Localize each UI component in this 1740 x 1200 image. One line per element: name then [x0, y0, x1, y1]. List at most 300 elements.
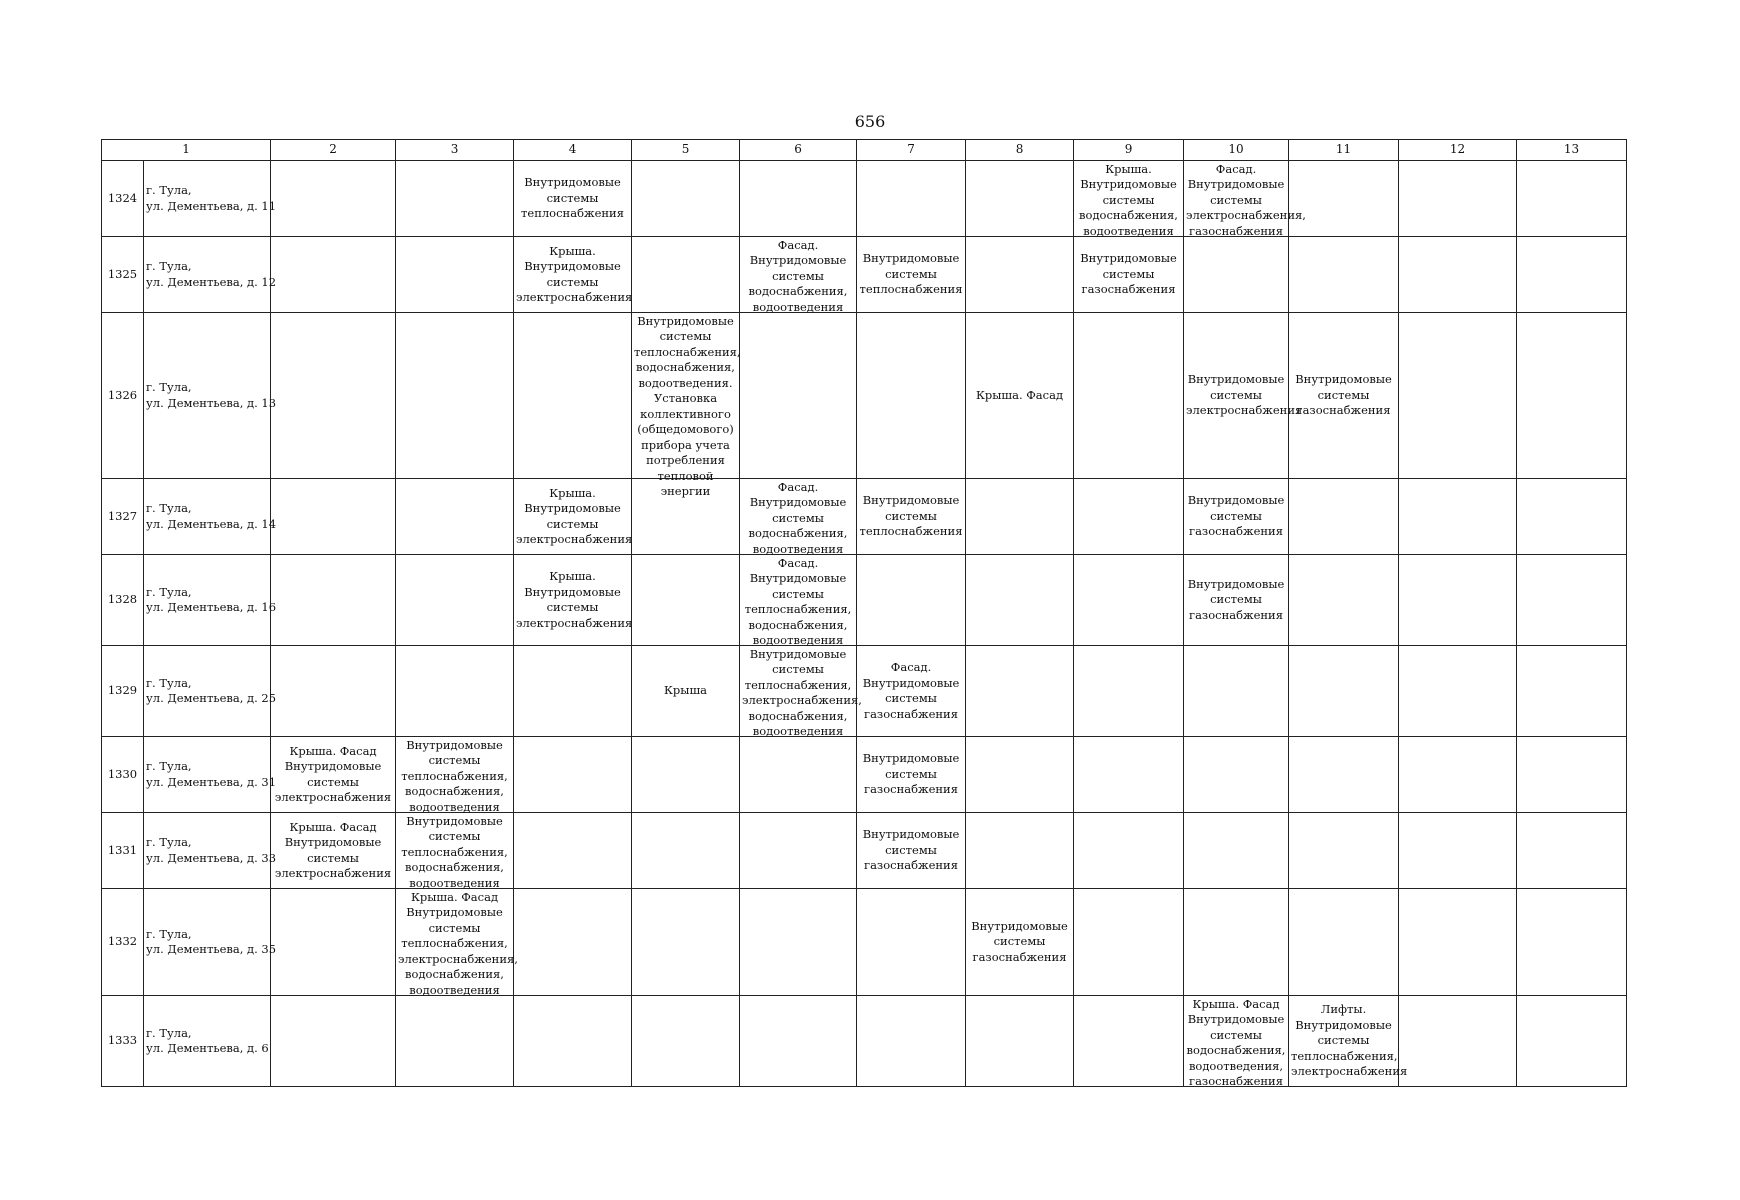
work-cell-col-7 [857, 313, 966, 479]
work-line: водоснабжения, [1079, 208, 1178, 222]
work-cell-col-3 [396, 161, 514, 237]
work-line: системы [772, 510, 824, 525]
row-number: 1332 [102, 889, 144, 996]
work-cell-col-11 [1289, 237, 1399, 313]
work-line: Внутридомовые [749, 495, 847, 509]
table-row [102, 813, 1627, 889]
work-line: системы [1317, 1033, 1370, 1048]
address-line: ул. Дементьева, д. 14 [146, 516, 277, 531]
column-header-1: 1 [102, 140, 271, 161]
work-line: Внутридомовые [1080, 251, 1177, 266]
work-cell-col-4 [514, 646, 632, 737]
work-cell-col-13 [1517, 555, 1627, 646]
work-line: системы [428, 829, 481, 843]
row-number: 1324 [102, 161, 144, 237]
work-cell-col-9 [1074, 646, 1184, 737]
work-line: системы [772, 662, 824, 676]
row-number: 1326 [102, 313, 144, 479]
work-line: электроснабжения [1186, 403, 1303, 418]
work-cell-col-13 [1517, 737, 1627, 813]
work-line: водоотведения [409, 982, 500, 997]
work-cell-col-10 [1184, 161, 1306, 238]
address-cell [144, 996, 271, 1087]
work-line: Внутридомовые [524, 501, 621, 515]
work-line: газоснабжения [1189, 1074, 1283, 1088]
work-cell-col-10 [1184, 313, 1303, 479]
work-line: системы [546, 190, 599, 205]
work-line: газоснабжения [1081, 282, 1176, 297]
work-line: системы [1210, 387, 1262, 402]
work-line: Внутридомовые [406, 737, 503, 752]
work-cell-col-8 [966, 313, 1074, 479]
row-number: 1333 [102, 996, 144, 1087]
work-line: Крыша [664, 683, 707, 698]
work-line: электроснабжения [516, 532, 633, 546]
work-line: Внутридомовые [406, 813, 503, 828]
work-line: водоотведения. [638, 375, 733, 390]
work-line: водоотведения [409, 875, 500, 890]
work-cell-col-6 [740, 737, 857, 813]
work-cell-col-10 [1184, 479, 1289, 555]
address-line: ул. Дементьева, д. 16 [146, 600, 277, 614]
work-line: системы [307, 850, 359, 865]
work-cell-col-6 [740, 313, 857, 479]
work-cell-col-11 [1289, 646, 1399, 737]
address-cell [144, 237, 277, 313]
address-line: г. Тула, [146, 501, 192, 515]
work-line: Внутридомовые [1187, 177, 1285, 191]
address-line: ул. Дементьева, д. 31 [146, 774, 277, 789]
address-line: ул. Дементьева, д. 35 [146, 942, 277, 956]
address-line: г. Тула, [146, 759, 192, 773]
work-cell-col-8 [966, 479, 1074, 555]
table-row [102, 555, 1627, 646]
work-line: электроснабжения, [398, 951, 518, 966]
work-cell-col-7 [857, 737, 966, 813]
table-row [102, 996, 1627, 1087]
work-cell-col-3 [396, 813, 514, 889]
work-cell-col-2 [271, 737, 396, 813]
work-cell-col-6 [740, 889, 857, 996]
work-line: Внутридомовые [862, 675, 960, 690]
work-line: теплоснабжения, [401, 768, 508, 783]
work-line: Крыша. Фасад [289, 743, 377, 758]
work-line: водоотведения [752, 724, 844, 738]
address-line: ул. Дементьева, д. 11 [146, 198, 277, 213]
work-cell-col-11 [1289, 889, 1399, 996]
work-line: системы [1102, 192, 1155, 207]
work-cell-col-12 [1399, 161, 1517, 237]
work-cell-col-13 [1517, 996, 1627, 1087]
address-cell [144, 737, 277, 813]
address-cell [144, 889, 277, 996]
work-line: коллективного [640, 406, 731, 421]
work-cell-col-3 [396, 996, 514, 1087]
work-line: Лифты. [1320, 1002, 1367, 1017]
work-line: Крыша. Фасад [975, 387, 1064, 402]
work-cell-col-2 [271, 646, 396, 737]
work-cell-col-13 [1517, 813, 1627, 889]
work-cell-col-3 [396, 479, 514, 555]
address-line: ул. Дементьева, д. 12 [146, 274, 277, 289]
work-line: системы [659, 329, 712, 343]
row-number: 1325 [102, 237, 144, 313]
work-line: теплоснабжения [859, 524, 963, 539]
work-line: водоотведения [409, 799, 500, 814]
work-cell-col-9 [1074, 889, 1184, 996]
work-line: электроснабжения, [1186, 208, 1306, 222]
work-line: системы [772, 268, 824, 283]
work-line: электроснабжения [516, 615, 633, 630]
work-cell-col-7 [857, 996, 966, 1087]
work-cell-col-8 [966, 555, 1074, 646]
address-line: г. Тула, [146, 835, 192, 849]
work-cell-col-11 [1289, 996, 1408, 1087]
work-cell-col-5 [632, 737, 740, 813]
work-cell-col-6 [740, 161, 857, 237]
address-cell [144, 313, 277, 479]
work-line: Крыша. [549, 569, 596, 583]
work-cell-col-7 [857, 479, 966, 555]
work-line: Внутридомовые [862, 251, 960, 266]
column-header-2: 2 [271, 140, 396, 161]
work-line: водоснабжения, [748, 617, 848, 632]
work-cell-col-2 [271, 889, 396, 996]
work-line: системы [885, 766, 937, 781]
work-line: Внутридомовые [749, 571, 847, 585]
work-line: Установка [653, 391, 718, 405]
work-line: Крыша. [549, 243, 596, 258]
work-cell-col-10 [1184, 555, 1289, 646]
work-cell-col-3 [396, 555, 514, 646]
work-line: газоснабжения [864, 782, 958, 797]
work-line: теплоснабжения [859, 282, 963, 297]
work-line: системы [1317, 387, 1370, 402]
work-cell-col-5 [632, 813, 740, 889]
work-line: системы [1210, 592, 1262, 607]
work-cell-col-10 [1184, 889, 1289, 996]
work-line: Внутридомовые [637, 313, 734, 328]
address-line: ул. Дементьева, д. 13 [146, 395, 277, 410]
work-line: (общедомового) [637, 422, 734, 436]
work-line: прибора учета [641, 437, 730, 452]
row-number: 1331 [102, 813, 144, 889]
row-number: 1330 [102, 737, 144, 813]
work-line: системы [885, 842, 937, 857]
work-line: системы [546, 600, 599, 614]
row-number: 1328 [102, 555, 144, 646]
work-cell-col-12 [1399, 996, 1517, 1087]
address-line: г. Тула, [146, 183, 192, 197]
column-header-3: 3 [396, 140, 514, 161]
work-line: системы [993, 934, 1046, 949]
work-cell-col-10 [1184, 646, 1289, 737]
work-cell-col-2 [271, 237, 396, 313]
work-cell-col-3 [396, 889, 518, 997]
work-cell-col-8 [966, 996, 1074, 1087]
work-line: Крыша. Фасад [289, 819, 377, 834]
work-cell-col-10 [1184, 237, 1289, 313]
work-cell-col-2 [271, 313, 396, 479]
header-row [102, 140, 1627, 161]
work-line: водоснабжения, [1186, 1043, 1286, 1057]
works-table [101, 139, 1627, 1087]
work-line: системы [307, 774, 359, 789]
work-cell-col-6 [740, 646, 862, 738]
address-cell [144, 813, 277, 889]
work-cell-col-4 [514, 889, 632, 996]
work-line: Внутридомовые [1295, 1017, 1392, 1032]
table-body [102, 161, 1627, 1087]
work-line: Внутридомовые [862, 751, 960, 766]
work-cell-col-6 [740, 479, 857, 555]
work-cell-col-7 [857, 813, 966, 889]
work-cell-col-11 [1289, 555, 1399, 646]
work-line: Фасад. [1215, 161, 1257, 176]
work-cell-col-9 [1074, 237, 1184, 313]
address-line: г. Тула, [146, 259, 192, 273]
address-line: ул. Дементьева, д. 33 [146, 850, 277, 865]
work-cell-col-7 [857, 555, 966, 646]
work-cell-col-5 [632, 237, 740, 313]
work-cell-col-11 [1289, 161, 1399, 237]
work-line: системы [772, 586, 824, 601]
work-line: теплоснабжения, [744, 602, 852, 616]
work-line: Внутридомовые [1295, 372, 1392, 387]
work-line: водоснабжения, [748, 526, 848, 540]
column-header-7: 7 [857, 140, 966, 161]
work-line: Внутридомовые [1187, 372, 1285, 387]
work-line: Крыша. [1105, 161, 1152, 176]
work-cell-col-7 [857, 646, 966, 737]
column-header-10: 10 [1184, 140, 1289, 161]
work-line: Внутридомовые [524, 584, 621, 599]
address-line: ул. Дементьева, д. 25 [146, 691, 277, 705]
table-header [102, 140, 1627, 161]
table-row [102, 737, 1627, 813]
address-line: г. Тула, [146, 675, 192, 690]
work-line: газоснабжения [972, 949, 1067, 964]
table-row [102, 161, 1627, 237]
work-line: электроснабжения [1291, 1064, 1408, 1079]
table-row [102, 313, 1627, 479]
work-line: электроснабжения [274, 790, 392, 804]
work-cell-col-2 [271, 996, 396, 1087]
work-line: Фасад. [777, 237, 819, 252]
work-line: системы [546, 274, 599, 289]
work-cell-col-9 [1074, 161, 1184, 237]
work-line: водоснабжения, [405, 967, 504, 981]
column-header-6: 6 [740, 140, 857, 161]
work-line: системы [885, 508, 937, 523]
work-cell-col-12 [1399, 555, 1517, 646]
work-cell-col-9 [1074, 479, 1184, 555]
work-cell-col-8 [966, 737, 1074, 813]
work-line: водоснабжения, [405, 784, 504, 798]
work-cell-col-12 [1399, 737, 1517, 813]
column-header-9: 9 [1074, 140, 1184, 161]
work-cell-col-8 [966, 646, 1074, 737]
work-cell-col-4 [514, 479, 632, 555]
work-line: Крыша. Фасад [410, 889, 499, 904]
work-line: Фасад. [777, 479, 819, 494]
work-line: газоснабжения [1189, 607, 1283, 622]
work-line: Внутридомовые [284, 759, 382, 773]
work-line: системы [1210, 1027, 1262, 1042]
work-line: Крыша. Фасад [1192, 996, 1280, 1011]
work-cell-col-10 [1184, 996, 1289, 1087]
work-line: тепловой энергии [657, 468, 714, 498]
work-line: водоснабжения, [636, 360, 735, 374]
row-number: 1327 [102, 479, 144, 555]
work-line: Внутридомовые [284, 835, 382, 849]
work-cell-col-5 [632, 646, 740, 737]
work-line: Внутридомовые [862, 493, 960, 508]
work-cell-col-7 [857, 237, 966, 313]
table-row [102, 479, 1627, 555]
work-line: системы [1210, 192, 1262, 207]
work-line: Крыша. [549, 485, 596, 500]
work-cell-col-4 [514, 555, 632, 646]
work-cell-col-13 [1517, 646, 1627, 737]
work-line: Внутридомовые [406, 905, 503, 919]
work-line: электроснабжения [274, 866, 392, 880]
work-line: газоснабжения [1189, 524, 1283, 539]
work-line: теплоснабжения, [401, 936, 508, 950]
work-cell-col-9 [1074, 313, 1184, 479]
work-cell-col-7 [857, 889, 966, 996]
work-cell-col-8 [966, 889, 1074, 996]
work-line: водоснабжения, [748, 708, 848, 723]
work-line: теплоснабжения [521, 206, 624, 221]
work-cell-col-5 [632, 996, 740, 1087]
work-cell-col-13 [1517, 161, 1627, 237]
work-line: Внутридомовые [1187, 576, 1285, 591]
work-cell-col-5 [632, 889, 740, 996]
column-header-13: 13 [1517, 140, 1627, 161]
work-line: водоотведения, [1188, 1058, 1284, 1073]
address-cell [144, 646, 277, 737]
work-cell-col-3 [396, 646, 514, 737]
work-cell-col-2 [271, 555, 396, 646]
work-line: газоснабжения [864, 706, 958, 721]
work-cell-col-9 [1074, 737, 1184, 813]
work-cell-col-12 [1399, 479, 1517, 555]
work-line: электроснабжения [516, 290, 633, 304]
work-cell-col-4 [514, 737, 632, 813]
work-cell-col-8 [966, 161, 1074, 237]
work-line: потребления [646, 453, 725, 467]
work-cell-col-11 [1289, 479, 1399, 555]
work-line: теплоснабжения, [1291, 1048, 1398, 1063]
work-cell-col-10 [1184, 813, 1289, 889]
work-cell-col-9 [1074, 813, 1184, 889]
column-header-12: 12 [1399, 140, 1517, 161]
work-line: водоотведения [1083, 223, 1174, 238]
work-line: системы [885, 266, 937, 281]
work-line: Фасад. [777, 555, 819, 570]
address-cell [144, 161, 277, 237]
work-line: Внутридомовые [524, 175, 621, 190]
work-line: водоотведения [752, 633, 844, 647]
work-line: системы [885, 691, 937, 705]
work-cell-col-8 [966, 237, 1074, 313]
work-cell-col-8 [966, 813, 1074, 889]
work-cell-col-3 [396, 237, 514, 313]
work-line: системы [428, 920, 481, 935]
work-cell-col-4 [514, 161, 632, 237]
work-line: системы [1102, 266, 1155, 281]
work-cell-col-6 [740, 237, 857, 313]
table-row [102, 889, 1627, 996]
work-cell-col-2 [271, 161, 396, 237]
work-cell-col-13 [1517, 313, 1627, 479]
work-cell-col-10 [1184, 737, 1289, 813]
work-cell-col-4 [514, 237, 632, 313]
work-cell-col-2 [271, 479, 396, 555]
work-line: теплоснабжения, [401, 844, 508, 859]
address-line: г. Тула, [146, 584, 192, 599]
work-line: водоснабжения, [748, 284, 848, 298]
column-header-4: 4 [514, 140, 632, 161]
work-cell-col-9 [1074, 555, 1184, 646]
work-line: газоснабжения [864, 858, 958, 873]
work-line: водоснабжения, [405, 860, 504, 874]
address-line: г. Тула, [146, 1025, 192, 1040]
address-line: г. Тула, [146, 926, 192, 941]
work-line: Внутридомовые [971, 918, 1068, 933]
work-cell-col-4 [514, 813, 632, 889]
work-cell-col-5 [632, 313, 741, 498]
work-cell-col-9 [1074, 996, 1184, 1087]
work-cell-col-2 [271, 813, 396, 889]
table-row [102, 237, 1627, 313]
column-header-11: 11 [1289, 140, 1399, 161]
work-line: Фасад. [890, 660, 932, 674]
work-line: газоснабжения [1189, 223, 1283, 238]
work-cell-col-11 [1289, 313, 1399, 479]
work-line: Внутридомовые [749, 253, 847, 267]
work-cell-col-13 [1517, 889, 1627, 996]
work-line: Внутридомовые [1187, 1012, 1285, 1026]
work-cell-col-5 [632, 555, 740, 646]
address-cell [144, 479, 277, 555]
work-cell-col-5 [632, 161, 740, 237]
work-cell-col-12 [1399, 313, 1517, 479]
work-line: газоснабжения [1296, 403, 1391, 418]
work-line: Внутридомовые [1080, 177, 1177, 191]
work-cell-col-11 [1289, 737, 1399, 813]
work-cell-col-6 [740, 555, 857, 646]
work-cell-col-12 [1399, 889, 1517, 996]
work-cell-col-3 [396, 313, 514, 479]
work-cell-col-4 [514, 313, 632, 479]
work-line: системы [1210, 508, 1262, 523]
work-cell-col-13 [1517, 479, 1627, 555]
address-line: ул. Дементьева, д. 6 [146, 1041, 269, 1055]
work-line: электроснабжения, [742, 693, 862, 707]
work-line: Внутридомовые [1187, 493, 1285, 508]
work-cell-col-6 [740, 996, 857, 1087]
work-line: Внутридомовые [524, 259, 621, 273]
work-line: теплоснабжения, [634, 344, 741, 359]
work-line: системы [546, 516, 599, 531]
work-cell-col-12 [1399, 237, 1517, 313]
work-line: системы [428, 753, 481, 767]
work-cell-col-12 [1399, 813, 1517, 889]
work-line: водоотведения [752, 299, 844, 314]
page-number: 656 [854, 112, 886, 131]
